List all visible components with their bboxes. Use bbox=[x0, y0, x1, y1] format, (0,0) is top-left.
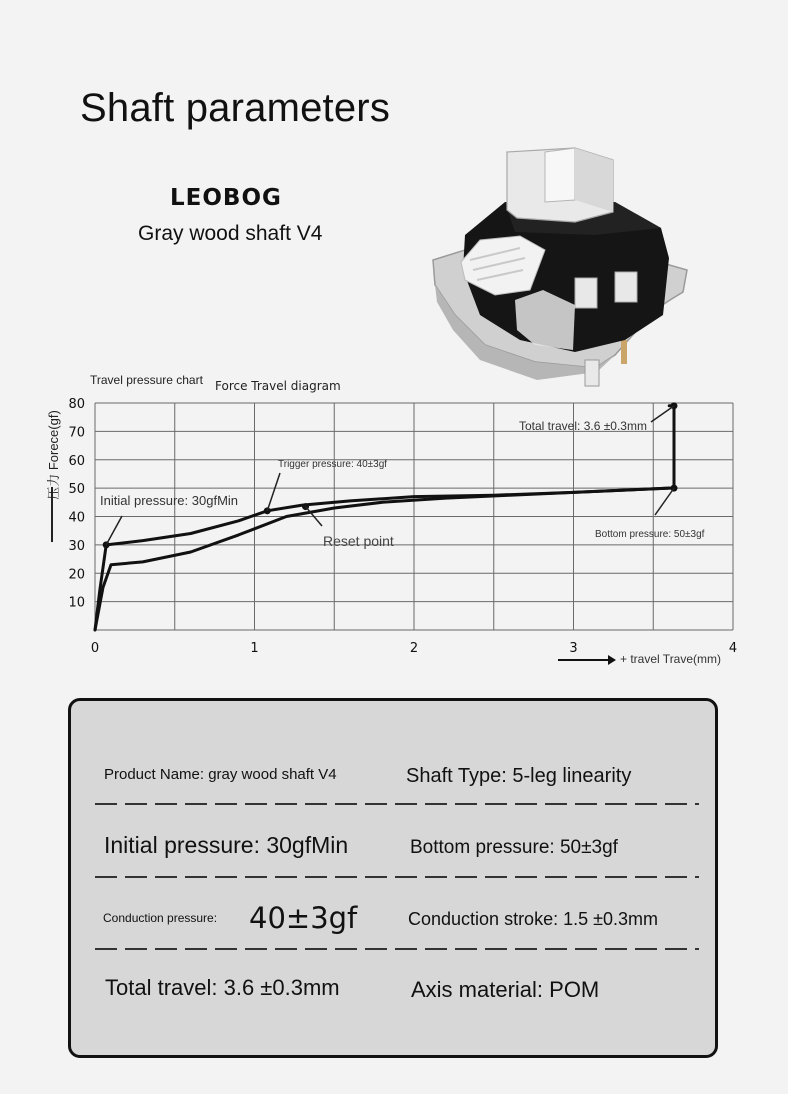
y-tick-label: 20 bbox=[68, 567, 85, 583]
chart-svg bbox=[0, 360, 788, 680]
leader-line-trigger bbox=[267, 473, 280, 511]
x-axis-arrow-head bbox=[608, 655, 616, 665]
x-tick-label: 3 bbox=[569, 641, 578, 656]
spec-conduction-pressure-value: 40±3gf bbox=[249, 901, 358, 935]
spec-axis-material: Axis material: POM bbox=[411, 977, 600, 1002]
y-axis-label: 压力 Forece(gf) bbox=[46, 410, 61, 500]
y-tick-label: 70 bbox=[68, 425, 85, 441]
spec-panel bbox=[68, 698, 718, 1058]
chart-grid bbox=[68, 397, 737, 656]
x-axis-label: + travel Trave(mm) bbox=[620, 652, 722, 666]
y-tick-label: 80 bbox=[68, 397, 85, 412]
spec-bottom-pressure: Bottom pressure: 50±3gf bbox=[410, 837, 618, 858]
chart-subtitle: Travel pressure chart bbox=[90, 373, 203, 387]
spec-total-travel: Total travel: 3.6 ±0.3mm bbox=[105, 975, 340, 1000]
divider bbox=[95, 948, 699, 950]
chart-series bbox=[95, 406, 674, 630]
y-tick-label: 60 bbox=[68, 453, 85, 469]
product-name: Gray wood shaft V4 bbox=[138, 222, 323, 245]
annotation-reset: Reset point bbox=[323, 533, 394, 549]
y-tick-label: 40 bbox=[68, 510, 85, 526]
series-line-press bbox=[95, 488, 669, 630]
annotation-trigger: Trigger pressure: 40±3gf bbox=[278, 459, 388, 470]
annotation-total: Total travel: 3.6 ±0.3mm bbox=[519, 419, 647, 433]
annotation-initial: Initial pressure: 30gfMin bbox=[100, 493, 239, 508]
series-line-total-travel bbox=[669, 406, 674, 488]
annotation-bottom: Bottom pressure: 50±3gf bbox=[595, 529, 705, 540]
divider bbox=[95, 876, 699, 878]
y-tick-label: 30 bbox=[68, 538, 85, 554]
x-tick-label: 1 bbox=[250, 641, 259, 656]
y-tick-label: 50 bbox=[68, 482, 85, 498]
series-line-release bbox=[95, 488, 674, 630]
brand-logo: LEOBOG bbox=[170, 185, 282, 211]
spec-conduction-pressure-label: Conduction pressure: bbox=[103, 911, 218, 925]
page-title: Shaft parameters bbox=[80, 86, 391, 130]
leader-line-bottom bbox=[655, 488, 674, 515]
keyboard-switch-image bbox=[425, 140, 695, 390]
x-tick-label: 4 bbox=[728, 641, 738, 656]
spec-shaft-type: Shaft Type: 5-leg linearity bbox=[406, 765, 632, 787]
spec-conduction-stroke: Conduction stroke: 1.5 ±0.3mm bbox=[408, 909, 658, 929]
chart-title: Force Travel diagram bbox=[215, 379, 341, 393]
marker-trigger-pressure bbox=[264, 507, 271, 514]
leader-line-total bbox=[651, 406, 674, 422]
spec-initial-pressure: Initial pressure: 30gfMin bbox=[104, 832, 349, 858]
leader-line-initial bbox=[106, 516, 122, 545]
spec-product-name: Product Name: gray wood shaft V4 bbox=[104, 766, 337, 783]
y-tick-label: 10 bbox=[68, 595, 85, 611]
force-travel-chart bbox=[0, 360, 788, 680]
x-tick-label: 2 bbox=[409, 641, 419, 656]
divider bbox=[95, 803, 699, 805]
x-tick-label: 0 bbox=[90, 641, 100, 656]
